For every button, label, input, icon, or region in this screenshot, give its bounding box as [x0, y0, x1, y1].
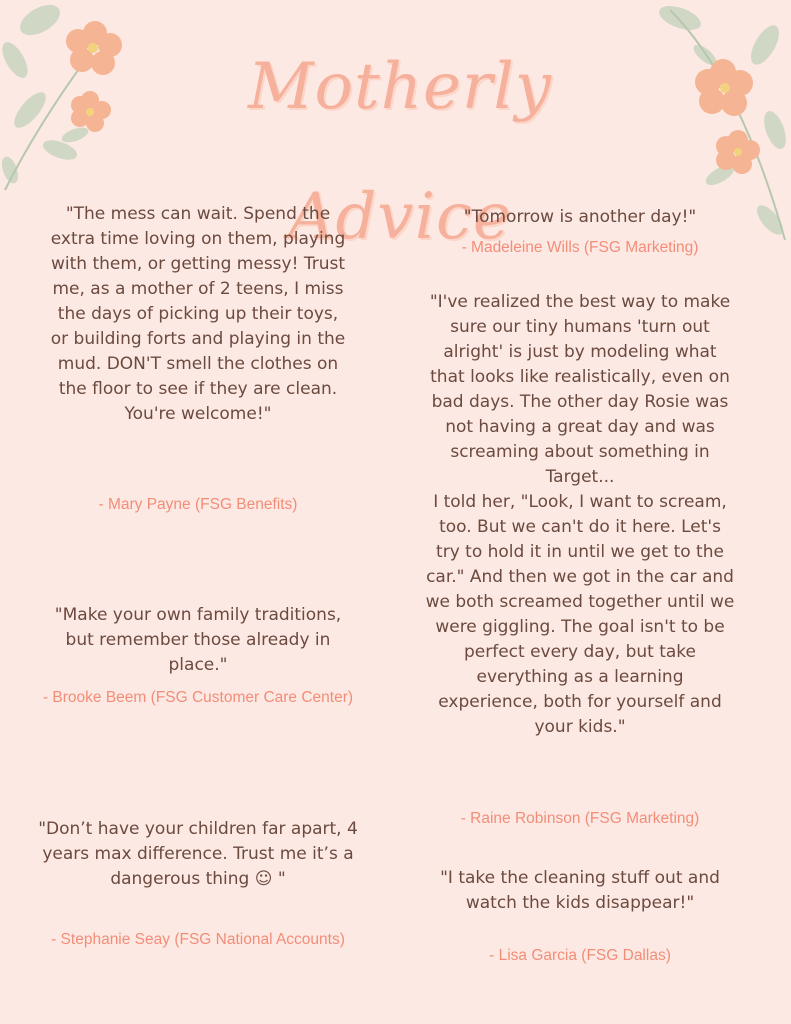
quote-attribution: - Lisa Garcia (FSG Dallas) [489, 947, 671, 964]
floral-bouquet-icon [0, 0, 150, 200]
quote-text: "Tomorrow is another day!" [463, 207, 697, 227]
quote-text: "The mess can wait. Spend the extra time loving on them, playing with them, or getting messy! Trust me, as a mother of 2 teens, I miss the days of picking up their toys, or building forts and playing in the mud. DON'T smell the clothes on the floor to see if they are clean. You're welcome!" [50, 204, 346, 424]
quote-text: "Don’t have your children far apart, 4 years max difference. Trust me it’s a dangerous thing ☺ " [38, 819, 358, 889]
quote-attribution: - Mary Payne (FSG Benefits) [98, 496, 298, 513]
quote-attribution: - Stephanie Seay (FSG National Accounts) [51, 931, 345, 948]
quote-text: "I've realized the best way to make sure our tiny humans 'turn out alright' is just by modeling what that looks like realistically, even on bad days. The other day Rosie was not having a great day and was screaming about something in Target... I told her, "Look, I want to scream, too. But we can't do it here. Let's try to hold it in until we get to the car." And then we got in the car and we both screamed together until we were giggling. The goal isn't to be perfect every day, but take everything as a learning experience, both for yourself and your kids." [425, 292, 735, 737]
quote-attribution: - Raine Robinson (FSG Marketing) [460, 810, 700, 827]
page-title: Motherly Advice [247, 50, 553, 254]
quote-text: "Make your own family traditions, but remember those already in place." [54, 605, 342, 675]
quote-attribution: - Brooke Beem (FSG Customer Care Center) [42, 689, 354, 706]
quote-text: "I take the cleaning stuff out and watch the kids disappear!" [440, 868, 720, 913]
quote-attribution: - Madeleine Wills (FSG Marketing) [461, 239, 699, 256]
